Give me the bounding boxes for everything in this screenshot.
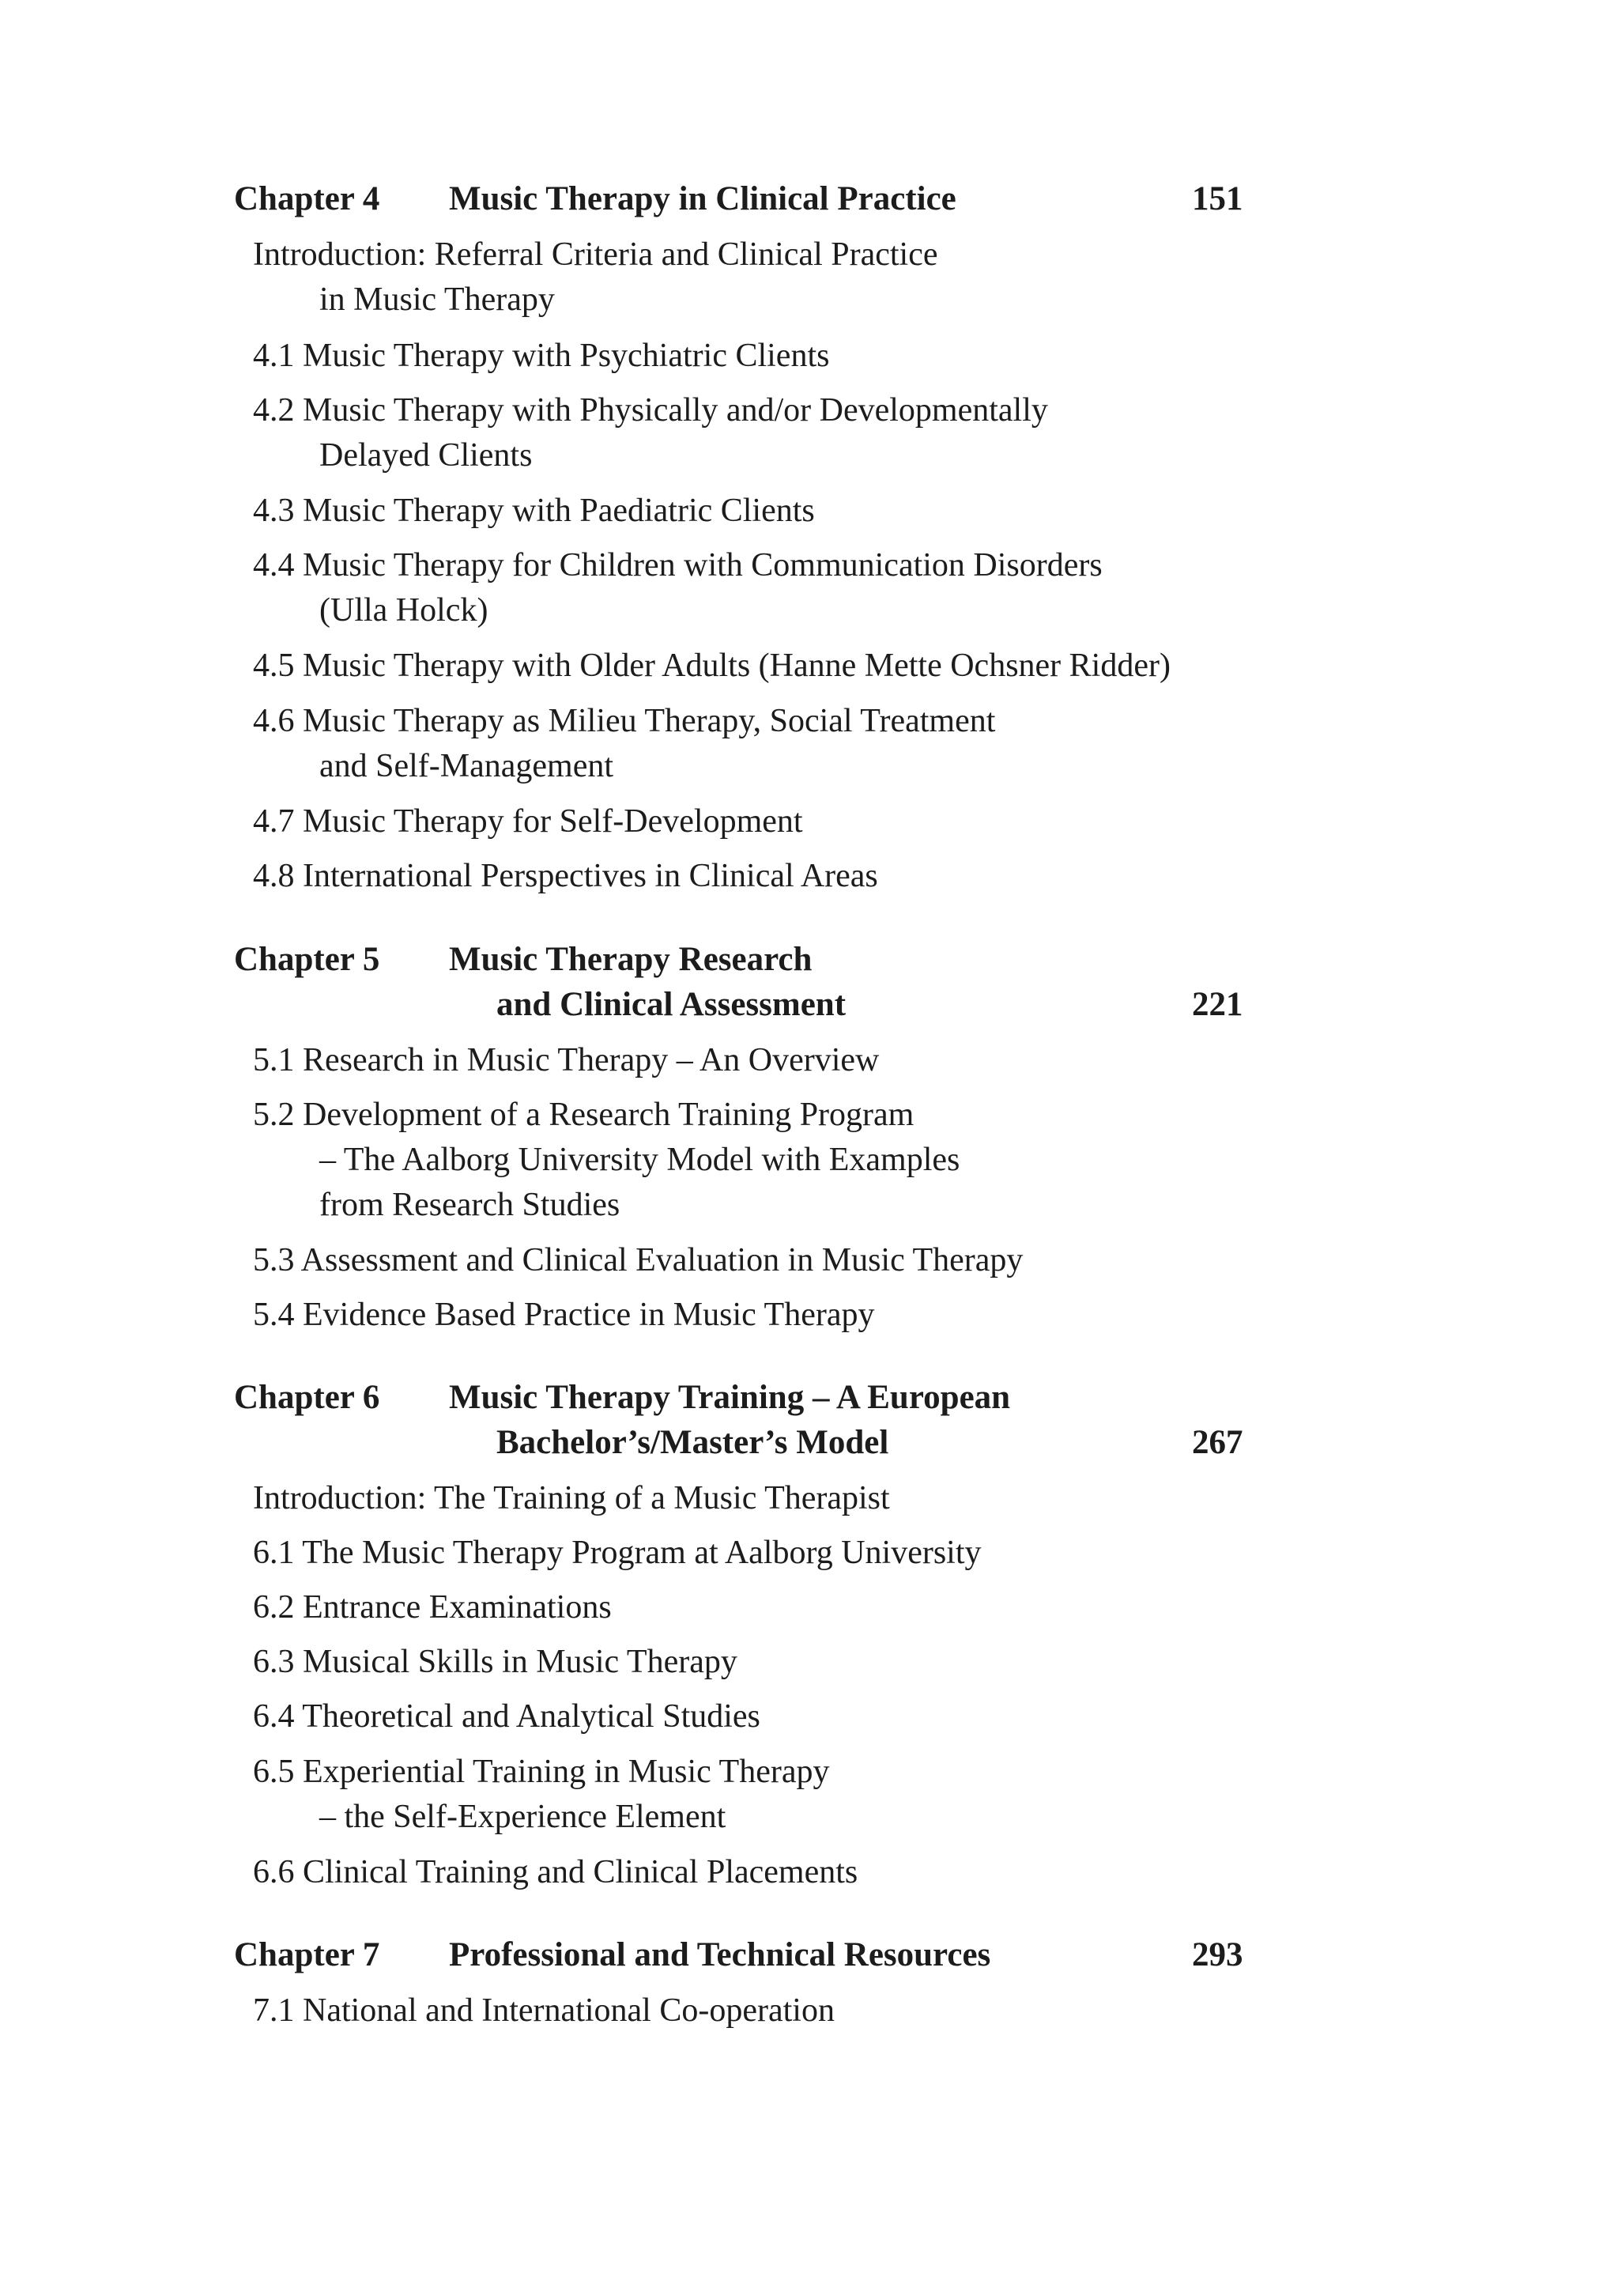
toc-entry bbox=[253, 854, 878, 899]
chapter-title: Music Therapy Training – A European bbox=[449, 1379, 1011, 1416]
toc-entry bbox=[253, 1585, 612, 1630]
toc-entry bbox=[253, 1750, 829, 1840]
toc-entry bbox=[253, 232, 938, 323]
chapter-number: Chapter 7 bbox=[234, 1936, 380, 1973]
entry-line: 4.8 International Perspectives in Clinical Areas bbox=[253, 858, 878, 894]
chapter-title-continuation: Bachelor’s/Master’s Model bbox=[496, 1424, 889, 1461]
entry-line: Introduction: Referral Criteria and Clinical Practice bbox=[253, 236, 938, 273]
chapter-number: Chapter 4 bbox=[234, 180, 380, 217]
entry-line: 4.5 Music Therapy with Older Adults (Hanne Mette Ochsner Ridder) bbox=[253, 648, 1171, 684]
entry-line: 5.4 Evidence Based Practice in Music Therapy bbox=[253, 1297, 875, 1333]
entry-line: 6.4 Theoretical and Analytical Studies bbox=[253, 1698, 760, 1735]
entry-line: 4.2 Music Therapy with Physically and/or Developmentally bbox=[253, 392, 1048, 429]
entry-line: 4.1 Music Therapy with Psychiatric Clients bbox=[253, 338, 830, 374]
entry-line: 6.1 The Music Therapy Program at Aalborg University bbox=[253, 1535, 982, 1571]
entry-line: 6.2 Entrance Examinations bbox=[253, 1589, 612, 1626]
entry-line: 6.5 Experiential Training in Music Therapy bbox=[253, 1754, 830, 1790]
toc-entry bbox=[253, 489, 815, 534]
chapter-title-continuation: and Clinical Assessment bbox=[496, 986, 847, 1023]
toc-entry bbox=[253, 1988, 835, 2034]
chapter-number: Chapter 5 bbox=[234, 941, 380, 978]
toc-entry bbox=[253, 388, 1048, 478]
toc-entry bbox=[253, 1694, 760, 1739]
entry-continuation: from Research Studies bbox=[319, 1187, 620, 1223]
chapter-title: Music Therapy in Clinical Practice bbox=[449, 180, 956, 217]
toc-entry bbox=[253, 644, 1171, 689]
toc-entry bbox=[253, 1476, 890, 1521]
chapter-page-number: 267 bbox=[1192, 1424, 1243, 1461]
toc-entry bbox=[253, 1093, 960, 1228]
chapter-title: Professional and Technical Resources bbox=[449, 1936, 991, 1973]
toc-entry bbox=[253, 543, 1103, 633]
entry-continuation: Delayed Clients bbox=[319, 437, 533, 474]
toc-entry bbox=[253, 334, 829, 379]
entry-line: 6.6 Clinical Training and Clinical Placements bbox=[253, 1854, 858, 1890]
entry-line: 5.1 Research in Music Therapy – An Overview bbox=[253, 1042, 880, 1078]
entry-line: Introduction: The Training of a Music Therapist bbox=[253, 1480, 890, 1516]
toc-entry bbox=[253, 1238, 1023, 1283]
entry-line: 4.7 Music Therapy for Self-Development bbox=[253, 803, 803, 840]
chapter-title: Music Therapy Research bbox=[449, 941, 813, 978]
toc-entry bbox=[253, 799, 803, 844]
toc-entry bbox=[253, 1850, 858, 1895]
toc-entry bbox=[253, 1531, 982, 1576]
entry-continuation: (Ulla Holck) bbox=[319, 592, 488, 629]
entry-line: 6.3 Musical Skills in Music Therapy bbox=[253, 1644, 737, 1680]
toc-entry bbox=[253, 699, 995, 789]
entry-continuation: – The Aalborg University Model with Examples bbox=[319, 1142, 960, 1178]
chapter-page-number: 293 bbox=[1192, 1936, 1243, 1973]
entry-line: 4.3 Music Therapy with Paediatric Clients bbox=[253, 493, 815, 529]
entry-line: 4.4 Music Therapy for Children with Communication Disorders bbox=[253, 547, 1103, 583]
chapter-page-number: 151 bbox=[1192, 180, 1243, 217]
entry-line: 7.1 National and International Co-operation bbox=[253, 1992, 835, 2029]
toc-entry bbox=[253, 1293, 874, 1338]
entry-continuation: in Music Therapy bbox=[319, 281, 555, 318]
chapter-number: Chapter 6 bbox=[234, 1379, 380, 1416]
entry-line: 5.2 Development of a Research Training Program bbox=[253, 1097, 914, 1133]
toc-entry bbox=[253, 1038, 879, 1083]
entry-line: 4.6 Music Therapy as Milieu Therapy, Social Treatment bbox=[253, 703, 996, 739]
chapter-page-number: 221 bbox=[1192, 986, 1243, 1023]
entry-continuation: and Self-Management bbox=[319, 748, 614, 784]
entry-line: 5.3 Assessment and Clinical Evaluation in Music Therapy bbox=[253, 1242, 1024, 1278]
entry-continuation: – the Self-Experience Element bbox=[319, 1799, 726, 1835]
toc-entry bbox=[253, 1640, 737, 1685]
